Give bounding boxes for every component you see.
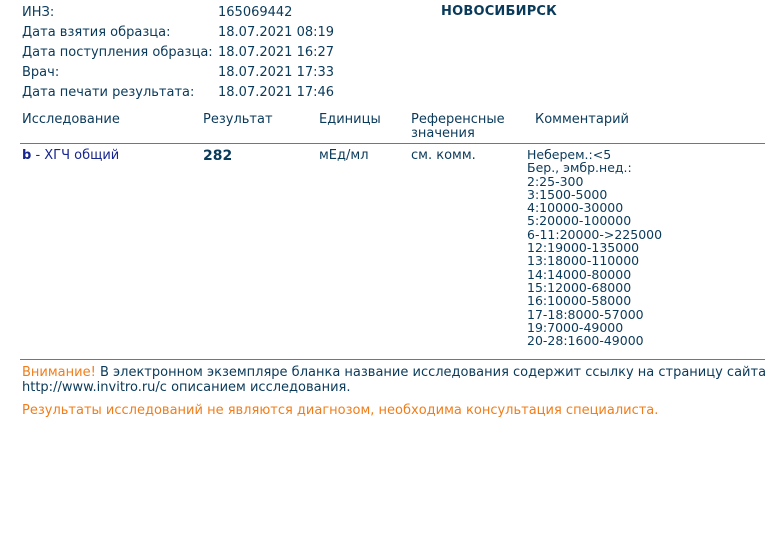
- comment-line: 3:1500-5000: [527, 186, 608, 202]
- comment-line: 14:14000-80000: [527, 266, 632, 282]
- meta-label-doctor: Врач:: [22, 65, 60, 80]
- column-header-result: Результат: [203, 112, 273, 127]
- test-units: мЕд/мл: [319, 148, 369, 163]
- meta-label-sample-received: Дата поступления образца:: [22, 45, 213, 60]
- meta-label-inz: ИНЗ:: [22, 5, 55, 20]
- invitro-link[interactable]: http://www.invitro.ru/: [22, 380, 160, 395]
- comment-line: 4:10000-30000: [527, 200, 624, 216]
- meta-label-sample-taken: Дата взятия образца:: [22, 25, 171, 40]
- test-marker: b: [22, 148, 32, 163]
- notice-block: [22, 365, 766, 395]
- table-bottom-divider: [20, 359, 765, 360]
- meta-value-sample-taken: 18.07.2021 08:19: [218, 25, 335, 40]
- column-header-units: Единицы: [319, 112, 381, 127]
- notice-line-1: [22, 365, 766, 380]
- notice-text-2: с описанием исследования.: [159, 380, 351, 395]
- test-reference: см. комм.: [411, 148, 476, 163]
- column-header-comment: Комментарий: [535, 112, 629, 127]
- test-name-label: - ХГЧ общий: [31, 148, 120, 163]
- comment-line: 5:20000-100000: [527, 213, 632, 229]
- meta-value-doctor: 18.07.2021 17:33: [218, 65, 335, 80]
- comment-line: 16:10000-58000: [527, 293, 632, 309]
- meta-value-inz: 165069442: [218, 5, 293, 20]
- notice-text-1: В электронном экземпляре бланка название исследования содержит ссылку на страницу сайта: [95, 365, 767, 380]
- comment-line: 20-28:1600-49000: [527, 333, 644, 349]
- column-header-test: Исследование: [22, 112, 120, 127]
- city-label: НОВОСИБИРСК: [441, 4, 557, 19]
- test-comment-list: [527, 148, 662, 347]
- test-result-value: 282: [203, 148, 233, 164]
- notice-warning-label: Внимание!: [22, 365, 96, 380]
- meta-label-print-date: Дата печати результата:: [22, 85, 195, 100]
- comment-line: 2:25-300: [527, 173, 584, 189]
- disclaimer-text: Результаты исследований не являются диагнозом, необходима консультация специалиста.: [22, 403, 659, 418]
- meta-value-print-date: 18.07.2021 17:46: [218, 85, 335, 100]
- table-header-divider: [20, 143, 765, 144]
- test-name-link[interactable]: [22, 148, 119, 163]
- comment-line: 19:7000-49000: [527, 319, 624, 335]
- comment-line: 12:19000-135000: [527, 240, 640, 256]
- comment-line: Бер., эмбр.нед.:: [527, 160, 632, 176]
- column-header-reference: Референсные значения: [411, 112, 505, 141]
- comment-line: 17-18:8000-57000: [527, 306, 644, 322]
- comment-line: 15:12000-68000: [527, 279, 632, 295]
- comment-line: 6-11:20000->225000: [527, 226, 663, 242]
- meta-value-sample-received: 18.07.2021 16:27: [218, 45, 335, 60]
- comment-line: Неберем.:<5: [527, 147, 612, 162]
- notice-line-2: [22, 380, 766, 395]
- comment-line: 13:18000-110000: [527, 253, 640, 269]
